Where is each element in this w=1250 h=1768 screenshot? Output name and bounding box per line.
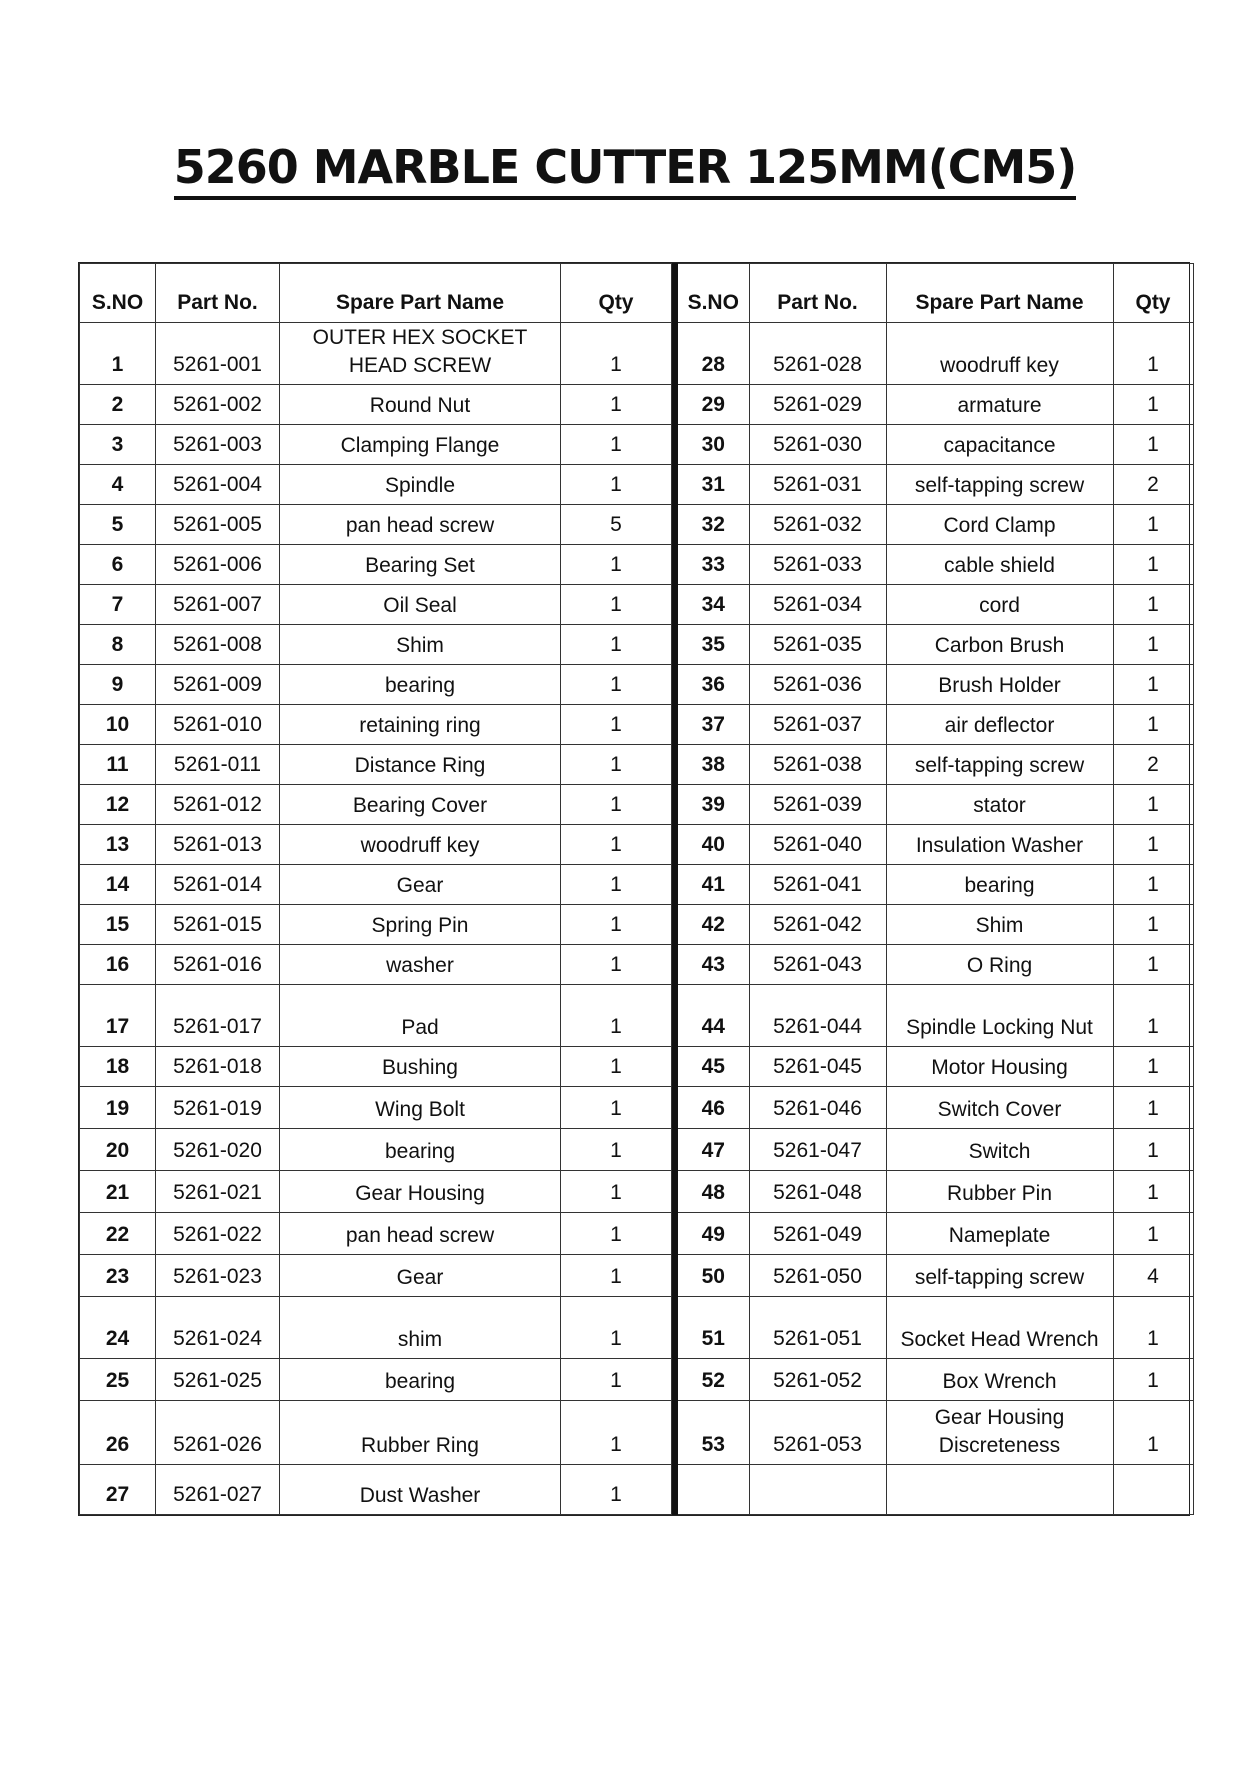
row-sno: 22 [80,1213,156,1255]
row-sno: 31 [675,465,749,505]
row-qty: 1 [561,385,672,425]
row-sno: 19 [80,1087,156,1129]
row-sno: 47 [675,1129,749,1171]
row-sno: 8 [80,625,156,665]
row-sno: 38 [675,745,749,785]
row-qty: 1 [561,1129,672,1171]
row-qty: 1 [1113,625,1193,665]
row-part-name: self-tapping screw [886,465,1113,505]
row-part-name: Rubber Pin [886,1171,1113,1213]
row-part-name: Gear Housing [280,1171,561,1213]
row-sno: 49 [675,1213,749,1255]
row-sno: 51 [675,1297,749,1359]
row-qty: 1 [1113,705,1193,745]
row-part-no: 5261-024 [156,1297,280,1359]
row-part-name: Clamping Flange [280,425,561,465]
right-table-body [675,323,1193,1515]
table-row [80,705,672,745]
table-row [80,323,672,385]
row-qty: 1 [561,905,672,945]
row-part-no: 5261-027 [156,1465,280,1515]
row-part-no: 5261-025 [156,1359,280,1401]
row-sno: 1 [80,323,156,385]
row-qty: 1 [561,865,672,905]
table-row [675,323,1193,385]
row-qty: 2 [1113,465,1193,505]
row-qty: 2 [1113,745,1193,785]
row-qty: 1 [561,1465,672,1515]
row-part-no: 5261-049 [749,1213,886,1255]
row-sno: 6 [80,545,156,585]
row-part-no: 5261-017 [156,985,280,1047]
row-part-no: 5261-045 [749,1047,886,1087]
row-part-no: 5261-012 [156,785,280,825]
row-part-no: 5261-037 [749,705,886,745]
row-qty: 1 [1113,323,1193,385]
row-qty: 1 [1113,1171,1193,1213]
row-part-name: bearing [280,1359,561,1401]
table-row [80,545,672,585]
row-qty: 1 [561,745,672,785]
table-row [80,625,672,665]
row-part-no: 5261-046 [749,1087,886,1129]
row-qty: 1 [561,785,672,825]
row-sno: 32 [675,505,749,545]
header-spare-part-name: Spare Part Name [886,264,1113,323]
row-qty: 1 [1113,1129,1193,1171]
header-part-no: Part No. [749,264,886,323]
row-part-name: Bearing Set [280,545,561,585]
row-part-name: Motor Housing [886,1047,1113,1087]
table-row [80,1087,672,1129]
row-part-no: 5261-022 [156,1213,280,1255]
row-part-no: 5261-028 [749,323,886,385]
row-part-no: 5261-047 [749,1129,886,1171]
row-qty: 1 [561,665,672,705]
row-part-name: Spring Pin [280,905,561,945]
row-part-no: 5261-048 [749,1171,886,1213]
row-part-name: woodruff key [886,323,1113,385]
row-part-no: 5261-023 [156,1255,280,1297]
row-qty: 1 [561,425,672,465]
table-row [80,1255,672,1297]
row-qty: 1 [1113,945,1193,985]
row-part-no: 5261-004 [156,465,280,505]
row-part-name: Dust Washer [280,1465,561,1515]
row-qty: 1 [1113,1213,1193,1255]
row-part-no: 5261-044 [749,985,886,1047]
row-part-name: cord [886,585,1113,625]
row-part-name: Socket Head Wrench [886,1297,1113,1359]
row-part-name: Spindle [280,465,561,505]
header-row [80,264,672,323]
table-row [80,825,672,865]
header-qty: Qty [1113,264,1193,323]
table-row [675,385,1193,425]
row-qty: 1 [561,1087,672,1129]
row-part-no: 5261-038 [749,745,886,785]
row-sno: 50 [675,1255,749,1297]
row-sno: 17 [80,985,156,1047]
row-qty: 1 [561,625,672,665]
table-row [80,1047,672,1087]
row-sno: 36 [675,665,749,705]
row-qty: 1 [1113,665,1193,705]
row-part-no: 5261-051 [749,1297,886,1359]
row-qty: 1 [1113,1087,1193,1129]
row-sno: 11 [80,745,156,785]
table-row [80,1213,672,1255]
row-sno: 53 [675,1401,749,1465]
row-sno: 26 [80,1401,156,1465]
row-part-no: 5261-007 [156,585,280,625]
table-row [675,1171,1193,1213]
parts-table-right [672,263,1194,1515]
row-sno: 33 [675,545,749,585]
row-part-name: Round Nut [280,385,561,425]
row-qty: 1 [1113,505,1193,545]
row-part-name: bearing [280,1129,561,1171]
table-row [675,585,1193,625]
row-part-no: 5261-050 [749,1255,886,1297]
parts-sheet [78,262,1190,1516]
row-part-no: 5261-011 [156,745,280,785]
row-qty: 1 [561,945,672,985]
table-row [675,1087,1193,1129]
row-qty: 1 [561,585,672,625]
table-row [80,585,672,625]
row-part-name: OUTER HEX SOCKET HEAD SCREW [280,323,561,385]
row-part-no: 5261-026 [156,1401,280,1465]
row-part-name: Carbon Brush [886,625,1113,665]
row-part-name: Insulation Washer [886,825,1113,865]
row-part-no: 5261-030 [749,425,886,465]
row-qty: 1 [561,1171,672,1213]
row-part-no: 5261-036 [749,665,886,705]
table-row [675,865,1193,905]
row-sno: 20 [80,1129,156,1171]
row-part-name: cable shield [886,545,1113,585]
header-sno: S.NO [675,264,749,323]
table-row [675,1047,1193,1087]
page-title [0,140,1250,194]
row-qty: 1 [1113,385,1193,425]
row-qty: 1 [561,825,672,865]
row-part-no [749,1465,886,1515]
row-part-name: bearing [280,665,561,705]
row-sno: 45 [675,1047,749,1087]
row-part-no: 5261-001 [156,323,280,385]
row-qty: 1 [1113,905,1193,945]
row-sno: 24 [80,1297,156,1359]
row-qty: 1 [561,1401,672,1465]
row-sno: 46 [675,1087,749,1129]
row-part-no: 5261-021 [156,1171,280,1213]
row-part-no: 5261-019 [156,1087,280,1129]
row-part-no: 5261-006 [156,545,280,585]
row-part-no: 5261-018 [156,1047,280,1087]
row-sno: 44 [675,985,749,1047]
header-sno: S.NO [80,264,156,323]
row-sno: 13 [80,825,156,865]
row-part-no: 5261-039 [749,785,886,825]
row-qty: 5 [561,505,672,545]
row-part-name: Shim [886,905,1113,945]
table-row [80,1171,672,1213]
row-sno: 9 [80,665,156,705]
table-row [675,945,1193,985]
row-part-name: Rubber Ring [280,1401,561,1465]
table-row [80,785,672,825]
title-text: 5260 MARBLE CUTTER 125MM(CM5) [174,140,1077,200]
row-part-name: Shim [280,625,561,665]
row-qty: 1 [1113,985,1193,1047]
table-row [675,1359,1193,1401]
table-row [675,465,1193,505]
row-part-name: armature [886,385,1113,425]
row-qty: 1 [561,705,672,745]
row-part-no: 5261-053 [749,1401,886,1465]
table-row [80,1359,672,1401]
table-row [675,905,1193,945]
row-part-no: 5261-029 [749,385,886,425]
row-qty: 1 [561,985,672,1047]
row-sno: 15 [80,905,156,945]
header-qty: Qty [561,264,672,323]
row-qty: 1 [1113,545,1193,585]
row-sno: 27 [80,1465,156,1515]
row-qty: 1 [1113,425,1193,465]
header-part-no: Part No. [156,264,280,323]
table-row [675,1297,1193,1359]
row-qty: 1 [561,323,672,385]
table-row [675,1401,1193,1465]
parts-table-left [79,263,672,1515]
row-part-no: 5261-035 [749,625,886,665]
row-part-no: 5261-014 [156,865,280,905]
row-sno: 2 [80,385,156,425]
table-row [80,425,672,465]
row-part-name: air deflector [886,705,1113,745]
row-sno: 34 [675,585,749,625]
row-qty: 1 [1113,825,1193,865]
row-part-name: Wing Bolt [280,1087,561,1129]
table-row [675,425,1193,465]
row-sno: 35 [675,625,749,665]
row-part-no: 5261-009 [156,665,280,705]
row-sno: 40 [675,825,749,865]
row-sno: 48 [675,1171,749,1213]
row-qty: 1 [1113,1047,1193,1087]
row-part-name: O Ring [886,945,1113,985]
row-sno: 10 [80,705,156,745]
table-row [80,745,672,785]
row-part-name: Nameplate [886,1213,1113,1255]
row-qty [1113,1465,1193,1515]
table-row [80,505,672,545]
row-qty: 1 [561,1047,672,1087]
table-row [80,1465,672,1515]
row-qty: 1 [1113,865,1193,905]
row-part-no: 5261-041 [749,865,886,905]
row-qty: 4 [1113,1255,1193,1297]
row-sno: 41 [675,865,749,905]
row-sno: 25 [80,1359,156,1401]
row-sno: 23 [80,1255,156,1297]
table-row [675,505,1193,545]
row-part-name: washer [280,945,561,985]
row-sno: 5 [80,505,156,545]
row-qty: 1 [1113,585,1193,625]
row-qty: 1 [561,1297,672,1359]
row-part-name: Oil Seal [280,585,561,625]
row-part-no: 5261-010 [156,705,280,745]
row-part-no: 5261-002 [156,385,280,425]
row-part-no: 5261-043 [749,945,886,985]
table-row [675,1465,1193,1515]
row-sno: 4 [80,465,156,505]
row-part-no: 5261-033 [749,545,886,585]
row-part-no: 5261-032 [749,505,886,545]
row-qty: 1 [561,465,672,505]
row-sno [675,1465,749,1515]
table-row [80,1297,672,1359]
table-row [675,665,1193,705]
table-row [80,865,672,905]
row-part-name: Distance Ring [280,745,561,785]
table-row [80,945,672,985]
row-part-name: Switch Cover [886,1087,1113,1129]
row-sno: 29 [675,385,749,425]
row-part-no: 5261-003 [156,425,280,465]
row-part-no: 5261-013 [156,825,280,865]
row-part-name: bearing [886,865,1113,905]
row-part-name: pan head screw [280,505,561,545]
row-part-name: Cord Clamp [886,505,1113,545]
row-sno: 39 [675,785,749,825]
table-row [80,985,672,1047]
header-spare-part-name: Spare Part Name [280,264,561,323]
row-part-name: Switch [886,1129,1113,1171]
row-part-name: self-tapping screw [886,1255,1113,1297]
row-part-name: pan head screw [280,1213,561,1255]
table-row [80,665,672,705]
row-qty: 1 [1113,1297,1193,1359]
row-qty: 1 [561,545,672,585]
table-row [675,705,1193,745]
table-row [80,465,672,505]
row-sno: 37 [675,705,749,745]
row-qty: 1 [561,1359,672,1401]
row-part-name: Bearing Cover [280,785,561,825]
table-row [675,1255,1193,1297]
row-part-name: stator [886,785,1113,825]
table-row [675,1129,1193,1171]
row-part-name: capacitance [886,425,1113,465]
table-row [80,385,672,425]
row-part-name: shim [280,1297,561,1359]
row-part-name: woodruff key [280,825,561,865]
row-part-name: Box Wrench [886,1359,1113,1401]
row-part-no: 5261-008 [156,625,280,665]
row-part-name: self-tapping screw [886,745,1113,785]
row-part-no: 5261-015 [156,905,280,945]
header-row [675,264,1193,323]
row-part-no: 5261-031 [749,465,886,505]
row-sno: 42 [675,905,749,945]
row-sno: 16 [80,945,156,985]
table-row [675,745,1193,785]
table-row [675,785,1193,825]
row-part-no: 5261-040 [749,825,886,865]
table-row [675,545,1193,585]
row-qty: 1 [1113,1359,1193,1401]
row-part-name: Gear [280,1255,561,1297]
row-sno: 14 [80,865,156,905]
row-sno: 52 [675,1359,749,1401]
row-part-name: Gear [280,865,561,905]
row-sno: 30 [675,425,749,465]
row-part-no: 5261-034 [749,585,886,625]
row-sno: 3 [80,425,156,465]
table-row [675,625,1193,665]
row-part-name: retaining ring [280,705,561,745]
row-part-name: Brush Holder [886,665,1113,705]
row-sno: 21 [80,1171,156,1213]
row-sno: 43 [675,945,749,985]
table-row [675,985,1193,1047]
row-part-no: 5261-052 [749,1359,886,1401]
row-sno: 7 [80,585,156,625]
row-sno: 28 [675,323,749,385]
row-part-name: Gear Housing Discreteness [886,1401,1113,1465]
table-row [675,825,1193,865]
table-row [80,1401,672,1465]
row-part-no: 5261-042 [749,905,886,945]
left-table-body [80,323,672,1515]
table-row [80,1129,672,1171]
row-qty: 1 [1113,785,1193,825]
row-part-name: Pad [280,985,561,1047]
row-part-name: Spindle Locking Nut [886,985,1113,1047]
row-part-name [886,1465,1113,1515]
row-sno: 12 [80,785,156,825]
row-part-name: Bushing [280,1047,561,1087]
row-qty: 1 [1113,1401,1193,1465]
row-part-no: 5261-005 [156,505,280,545]
table-row [80,905,672,945]
row-qty: 1 [561,1255,672,1297]
table-row [675,1213,1193,1255]
row-qty: 1 [561,1213,672,1255]
row-part-no: 5261-020 [156,1129,280,1171]
row-sno: 18 [80,1047,156,1087]
row-part-no: 5261-016 [156,945,280,985]
